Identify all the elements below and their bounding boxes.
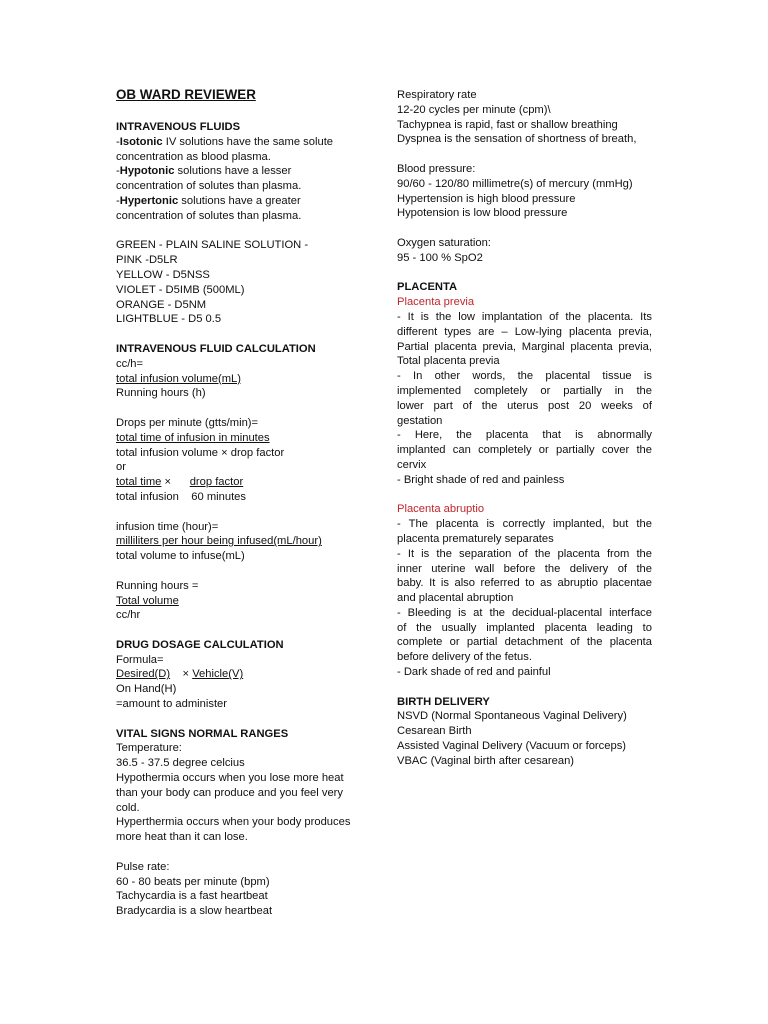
- color-code-item: LIGHTBLUE - D5 0.5: [116, 313, 222, 326]
- hypotonic-term: Hypotonic: [119, 165, 175, 178]
- alt-total-time: total time: [116, 476, 162, 489]
- respiratory-range: 12-20 cycles per minute (cpm)\: [397, 103, 551, 116]
- previa-line: - Here, the placenta that is abnormally: [397, 429, 652, 442]
- dpm-label: Drops per minute (gtts/min)=: [116, 416, 259, 429]
- abruptio-line: - Dark shade of red and painful: [397, 666, 551, 679]
- running-hours-label: Running hours =: [116, 579, 199, 592]
- previa-line: gestation: [397, 414, 443, 427]
- on-hand-term: On Hand(H): [116, 683, 177, 696]
- infusion-time-numerator: milliliters per hour being infused(mL/hour): [116, 535, 322, 548]
- dyspnea-line: Dyspnea is the sensation of shortness of breath,: [397, 133, 637, 146]
- bp-label: Blood pressure:: [397, 162, 476, 175]
- desired-term: Desired(D): [116, 668, 171, 681]
- right-column: [397, 88, 652, 769]
- abruptio-line: of the usually implanted placenta leading to: [397, 621, 652, 634]
- isotonic-dash: -: [116, 135, 120, 148]
- abruptio-line: - Bleeding is at the decidual-placental interface: [397, 606, 652, 619]
- previa-line: cervix: [397, 458, 427, 471]
- cch-label: cc/h=: [116, 357, 144, 370]
- formula-label: Formula=: [116, 653, 164, 666]
- pulse-label: Pulse rate:: [116, 860, 170, 873]
- abruptio-line: inner uterine wall before the delivery of the: [397, 562, 652, 575]
- hypotonic-line-2: concentration of solutes than plasma.: [116, 180, 302, 193]
- placenta-previa-heading: Placenta previa: [397, 296, 475, 309]
- hyperthermia-line-2: more heat than it can lose.: [116, 831, 248, 844]
- dpm-numerator: total time of infusion in minutes: [116, 431, 270, 444]
- document-title: OB WARD REVIEWER: [116, 87, 256, 102]
- isotonic-line: [116, 135, 376, 150]
- birth-delivery-item: VBAC (Vaginal birth after cesarean): [397, 754, 575, 767]
- bp-range: 90/60 - 120/80 millimetre(s) of mercury (mmHg): [397, 177, 633, 190]
- previa-line: - Bright shade of red and painless: [397, 473, 565, 486]
- vehicle-term: Vehicle(V): [192, 668, 244, 681]
- cch-denominator: Running hours (h): [116, 387, 206, 400]
- previa-line: - It is the low implantation of the placenta. Its: [397, 310, 652, 323]
- isotonic-text: IV solutions have the same solute: [162, 135, 334, 148]
- alt-formula-bottom: [116, 490, 376, 505]
- hypotonic-dash: -: [116, 165, 120, 178]
- iv-calc-heading: INTRAVENOUS FLUID CALCULATION: [116, 342, 316, 355]
- alt-formula-top: [116, 475, 376, 490]
- hypertonic-dash: -: [116, 194, 120, 207]
- iv-fluids-heading: INTRAVENOUS FLUIDS: [116, 121, 241, 133]
- infusion-time-label: infusion time (hour)=: [116, 520, 219, 533]
- color-code-item: GREEN - PLAIN SALINE SOLUTION -: [116, 239, 309, 252]
- alt-total-infusion: total infusion: [116, 490, 179, 503]
- color-code-item: PINK -D5LR: [116, 254, 178, 267]
- running-hours-numerator: Total volume: [116, 594, 179, 607]
- o2-range: 95 - 100 % SpO2: [397, 251, 483, 264]
- tachycardia-line: Tachycardia is a fast heartbeat: [116, 890, 268, 903]
- birth-delivery-heading: BIRTH DELIVERY: [397, 695, 490, 708]
- pulse-range: 60 - 80 beats per minute (bpm): [116, 875, 270, 888]
- infusion-time-denominator: total volume to infuse(mL): [116, 550, 245, 563]
- hyperthermia-line-1: Hyperthermia occurs when your body produces: [116, 816, 351, 829]
- hypertonic-text: solutions have a greater: [178, 194, 301, 207]
- dosage-times: ×: [182, 668, 190, 681]
- placenta-abruptio-heading: Placenta abruptio: [397, 503, 485, 516]
- placenta-heading: PLACENTA: [397, 281, 458, 294]
- birth-delivery-item: NSVD (Normal Spontaneous Vaginal Delivery): [397, 710, 627, 723]
- previa-line: Partial placenta previa, Marginal placenta previa,: [397, 340, 652, 353]
- hypertonic-line: [116, 194, 376, 209]
- birth-delivery-item: Assisted Vaginal Delivery (Vacuum or forceps): [397, 740, 627, 753]
- previa-line: Total placenta previa: [397, 355, 500, 368]
- abruptio-line: - The placenta is correctly implanted, but the: [397, 518, 652, 531]
- abruptio-line: and placental abruption: [397, 592, 514, 605]
- dpm-line-3: total infusion volume × drop factor: [116, 446, 285, 459]
- hypotonic-line: [116, 164, 376, 179]
- cch-numerator: total infusion volume(mL): [116, 372, 241, 385]
- tachypnea-line: Tachypnea is rapid, fast or shallow breathing: [397, 118, 618, 131]
- abruptio-line: - It is the separation of the placenta from the: [397, 547, 652, 560]
- hypotonic-text: solutions have a lesser: [174, 165, 292, 178]
- isotonic-term: Isotonic: [119, 135, 163, 148]
- hypertonic-line-2: concentration of solutes than plasma.: [116, 209, 302, 222]
- isotonic-line-2: concentration as blood plasma.: [116, 150, 271, 163]
- previa-line: - In other words, the placental tissue is: [397, 370, 652, 383]
- hypertension-line: Hypertension is high blood pressure: [397, 192, 576, 205]
- temperature-range: 36.5 - 37.5 degree celcius: [116, 757, 245, 770]
- or-text: or: [116, 461, 126, 474]
- color-code-item: ORANGE - D5NM: [116, 298, 207, 311]
- dosage-formula-top: [116, 667, 376, 682]
- abruptio-line: before delivery of the fetus.: [397, 651, 532, 664]
- alt-times: ×: [164, 476, 172, 489]
- previa-line: implanted can completely or partially cover the: [397, 444, 652, 457]
- color-code-item: VIOLET - D5IMB (500ML): [116, 283, 245, 296]
- drug-dosage-heading: DRUG DOSAGE CALCULATION: [116, 638, 284, 651]
- previa-line: lower part of the uterus post 20 weeks of: [397, 399, 652, 412]
- respiratory-label: Respiratory rate: [397, 89, 477, 101]
- hypothermia-line-2: than your body can produce and you feel very: [116, 786, 344, 799]
- amount-to-administer: =amount to administer: [116, 698, 228, 711]
- previa-line: different types are – Low-lying placenta previa,: [397, 325, 652, 338]
- alt-60-minutes: 60 minutes: [191, 490, 246, 503]
- hypothermia-line-3: cold.: [116, 801, 140, 814]
- abruptio-line: placenta prematurely separates: [397, 532, 554, 545]
- vital-signs-heading: VITAL SIGNS NORMAL RANGES: [116, 727, 289, 740]
- color-code-item: YELLOW - D5NSS: [116, 268, 210, 281]
- left-column: [116, 120, 376, 919]
- hypotension-line: Hypotension is low blood pressure: [397, 207, 568, 220]
- abruptio-line: baby. It is also referred to as abruptio placentae: [397, 577, 652, 590]
- previa-line: implemented completely or partially in the: [397, 384, 652, 397]
- hypertonic-term: Hypertonic: [119, 194, 179, 207]
- abruptio-line: complete or partial detachment of the placenta: [397, 636, 652, 649]
- birth-delivery-item: Cesarean Birth: [397, 725, 472, 738]
- temperature-label: Temperature:: [116, 742, 182, 755]
- running-hours-denominator: cc/hr: [116, 609, 141, 622]
- o2-label: Oxygen saturation:: [397, 236, 491, 249]
- alt-drop-factor: drop factor: [189, 476, 244, 489]
- bradycardia-line: Bradycardia is a slow heartbeat: [116, 905, 273, 918]
- hypothermia-line-1: Hypothermia occurs when you lose more heat: [116, 772, 344, 785]
